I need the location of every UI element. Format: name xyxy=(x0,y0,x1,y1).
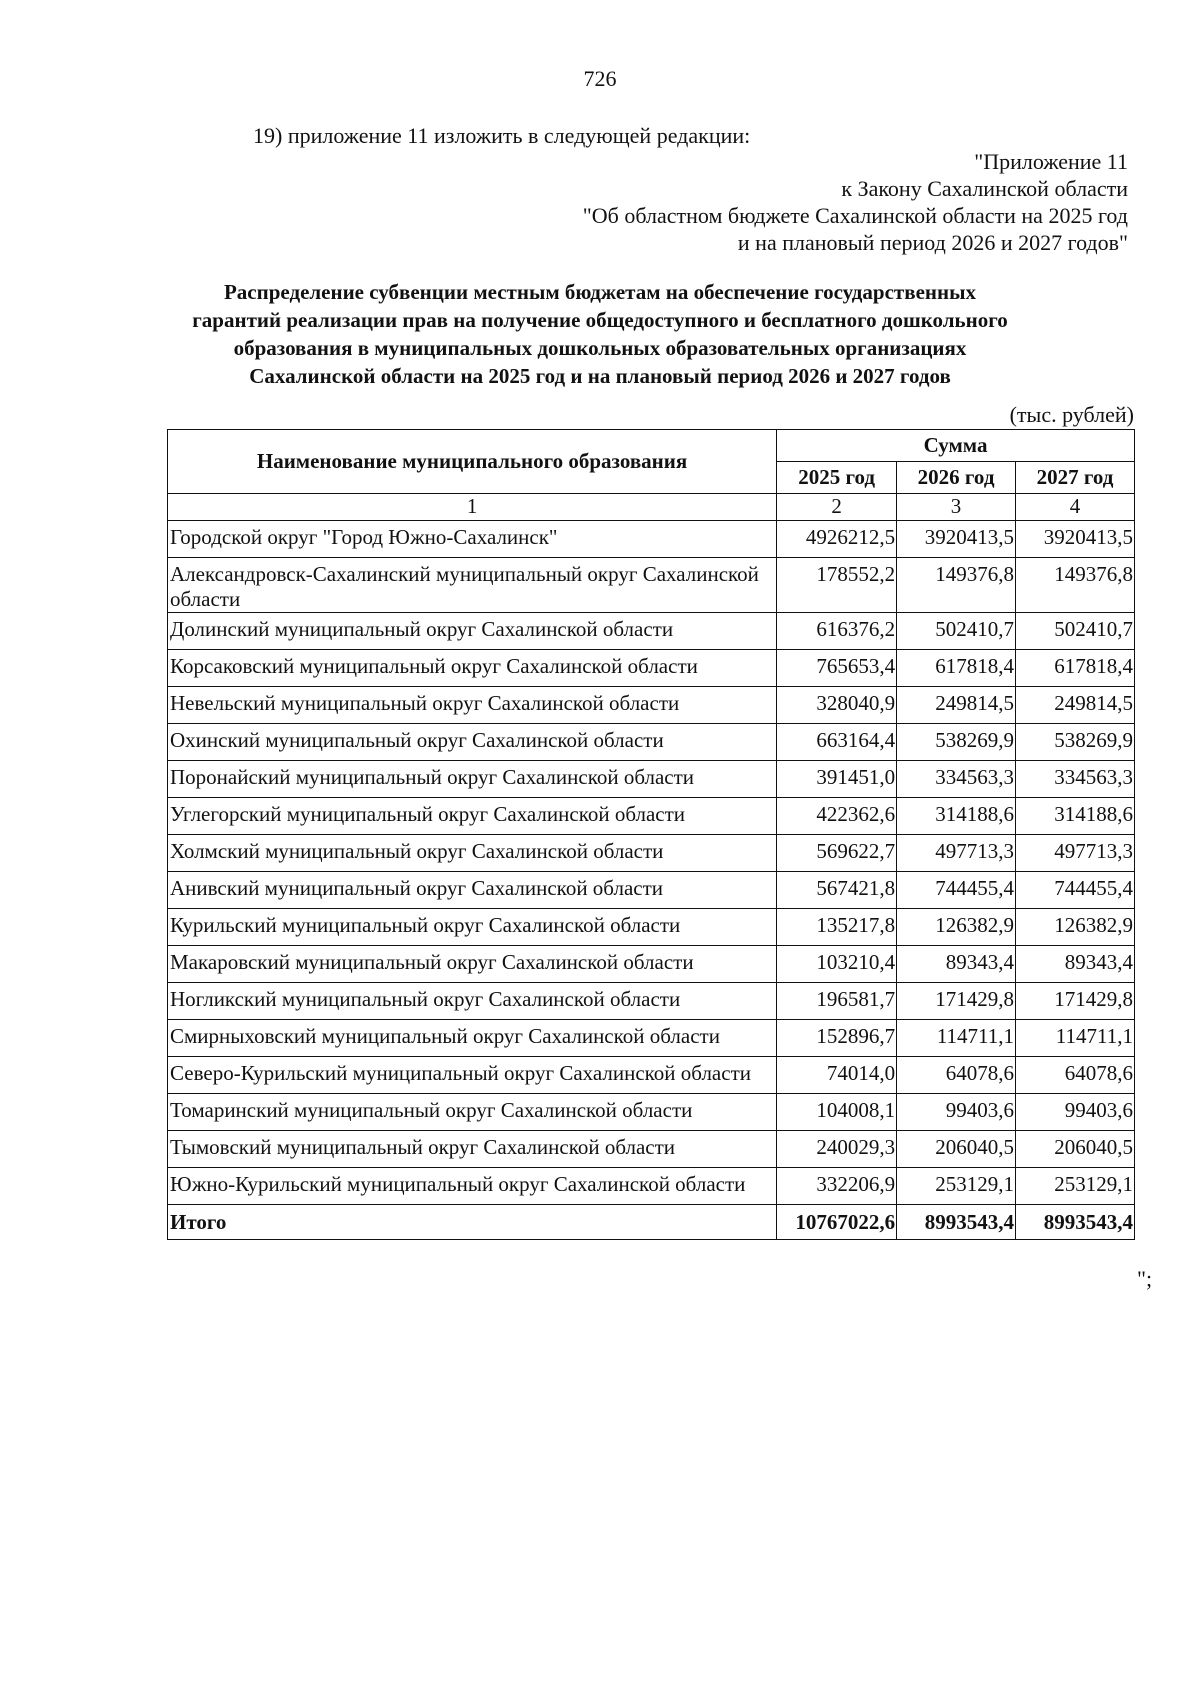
value-2025: 332206,9 xyxy=(777,1168,897,1205)
table-row xyxy=(168,724,1135,761)
value-2025: 569622,7 xyxy=(777,835,897,872)
table-row xyxy=(168,872,1135,909)
municipality-name: Тымовский муниципальный округ Сахалинской области xyxy=(168,1131,777,1168)
value-2026: 253129,1 xyxy=(897,1168,1016,1205)
appendix-line: к Закону Сахалинской области xyxy=(841,176,1128,201)
subvention-table xyxy=(167,429,1135,1240)
value-2027: 89343,4 xyxy=(1016,946,1135,983)
table-row xyxy=(168,1168,1135,1205)
value-2026: 3920413,5 xyxy=(897,521,1016,558)
table-row xyxy=(168,521,1135,558)
table-row xyxy=(168,946,1135,983)
value-2026: 497713,3 xyxy=(897,835,1016,872)
value-2027: 206040,5 xyxy=(1016,1131,1135,1168)
table-row xyxy=(168,761,1135,798)
document-title xyxy=(150,278,1050,390)
appendix-line: "Приложение 11 xyxy=(974,149,1128,174)
value-2027: 502410,7 xyxy=(1016,613,1135,650)
municipality-name: Южно-Курильский муниципальный округ Сахалинской области xyxy=(168,1168,777,1205)
value-2026: 334563,3 xyxy=(897,761,1016,798)
value-2026: 502410,7 xyxy=(897,613,1016,650)
value-2026: 249814,5 xyxy=(897,687,1016,724)
index-cell: 2 xyxy=(777,494,897,521)
table-row xyxy=(168,613,1135,650)
value-2027: 114711,1 xyxy=(1016,1020,1135,1057)
index-cell: 1 xyxy=(168,494,777,521)
table-row xyxy=(168,1020,1135,1057)
value-2025: 391451,0 xyxy=(777,761,897,798)
title-line: Распределение субвенции местным бюджетам на обеспечение государственных xyxy=(223,280,977,304)
table-row xyxy=(168,798,1135,835)
index-cell: 4 xyxy=(1016,494,1135,521)
value-2027: 538269,9 xyxy=(1016,724,1135,761)
municipality-name: Холмский муниципальный округ Сахалинской области xyxy=(168,835,777,872)
value-2027: 126382,9 xyxy=(1016,909,1135,946)
value-2027: 334563,3 xyxy=(1016,761,1135,798)
table-index-row xyxy=(168,494,1135,521)
value-2026: 744455,4 xyxy=(897,872,1016,909)
table-row xyxy=(168,983,1135,1020)
table-row xyxy=(168,687,1135,724)
value-2026: 149376,8 xyxy=(897,558,1016,613)
value-2025: 74014,0 xyxy=(777,1057,897,1094)
value-2027: 744455,4 xyxy=(1016,872,1135,909)
value-2025: 103210,4 xyxy=(777,946,897,983)
value-2026: 99403,6 xyxy=(897,1094,1016,1131)
index-cell: 3 xyxy=(897,494,1016,521)
municipality-name: Охинский муниципальный округ Сахалинской области xyxy=(168,724,777,761)
municipality-name: Городской округ "Город Южно-Сахалинск" xyxy=(168,521,777,558)
value-2027: 99403,6 xyxy=(1016,1094,1135,1131)
municipality-name: Долинский муниципальный округ Сахалинской области xyxy=(168,613,777,650)
table-row xyxy=(168,1057,1135,1094)
value-2025: 104008,1 xyxy=(777,1094,897,1131)
table-total-row xyxy=(168,1205,1135,1240)
value-2027: 253129,1 xyxy=(1016,1168,1135,1205)
value-2027: 314188,6 xyxy=(1016,798,1135,835)
value-2025: 616376,2 xyxy=(777,613,897,650)
value-2025: 135217,8 xyxy=(777,909,897,946)
value-2025: 765653,4 xyxy=(777,650,897,687)
total-2027: 8993543,4 xyxy=(1016,1205,1135,1240)
table-row xyxy=(168,650,1135,687)
municipality-name: Макаровский муниципальный округ Сахалинской области xyxy=(168,946,777,983)
value-2026: 89343,4 xyxy=(897,946,1016,983)
header-year-2026: 2026 год xyxy=(897,462,1016,494)
municipality-name: Поронайский муниципальный округ Сахалинской области xyxy=(168,761,777,798)
appendix-line: и на плановый период 2026 и 2027 годов" xyxy=(737,230,1128,255)
value-2026: 126382,9 xyxy=(897,909,1016,946)
value-2025: 422362,6 xyxy=(777,798,897,835)
table-row xyxy=(168,1131,1135,1168)
value-2027: 249814,5 xyxy=(1016,687,1135,724)
value-2027: 3920413,5 xyxy=(1016,521,1135,558)
municipality-name: Корсаковский муниципальный округ Сахалинской области xyxy=(168,650,777,687)
value-2026: 114711,1 xyxy=(897,1020,1016,1057)
table-row xyxy=(168,909,1135,946)
value-2026: 538269,9 xyxy=(897,724,1016,761)
table-row xyxy=(168,835,1135,872)
header-year-2027: 2027 год xyxy=(1016,462,1135,494)
appendix-reference xyxy=(583,148,1128,256)
municipality-name: Курильский муниципальный округ Сахалинской области xyxy=(168,909,777,946)
header-sum: Сумма xyxy=(777,430,1135,462)
value-2026: 171429,8 xyxy=(897,983,1016,1020)
value-2025: 152896,7 xyxy=(777,1020,897,1057)
appendix-line: "Об областном бюджете Сахалинской области на 2025 год xyxy=(582,203,1128,228)
units-label: (тыс. рублей) xyxy=(1009,402,1134,427)
municipality-name: Анивский муниципальный округ Сахалинской области xyxy=(168,872,777,909)
value-2025: 196581,7 xyxy=(777,983,897,1020)
value-2025: 567421,8 xyxy=(777,872,897,909)
table-body xyxy=(168,521,1135,1205)
value-2025: 663164,4 xyxy=(777,724,897,761)
total-2026: 8993543,4 xyxy=(897,1205,1016,1240)
municipality-name: Углегорский муниципальный округ Сахалинской области xyxy=(168,798,777,835)
title-line: Сахалинской области на 2025 год и на плановый период 2026 и 2027 годов xyxy=(249,364,951,388)
value-2026: 206040,5 xyxy=(897,1131,1016,1168)
table-header-row xyxy=(168,430,1135,462)
value-2025: 240029,3 xyxy=(777,1131,897,1168)
page-number: 726 xyxy=(583,66,617,91)
closing-quote: "; xyxy=(1137,1266,1153,1291)
value-2027: 64078,6 xyxy=(1016,1057,1135,1094)
table-row xyxy=(168,558,1135,613)
value-2025: 4926212,5 xyxy=(777,521,897,558)
table-row xyxy=(168,1094,1135,1131)
title-line: образования в муниципальных дошкольных образовательных организациях xyxy=(233,336,967,360)
value-2027: 149376,8 xyxy=(1016,558,1135,613)
value-2026: 314188,6 xyxy=(897,798,1016,835)
value-2027: 497713,3 xyxy=(1016,835,1135,872)
value-2025: 328040,9 xyxy=(777,687,897,724)
value-2027: 171429,8 xyxy=(1016,983,1135,1020)
intro-text: 19) приложение 11 изложить в следующей редакции: xyxy=(253,123,751,148)
total-2025: 10767022,6 xyxy=(777,1205,897,1240)
municipality-name: Невельский муниципальный округ Сахалинской области xyxy=(168,687,777,724)
value-2026: 617818,4 xyxy=(897,650,1016,687)
municipality-name: Смирныховский муниципальный округ Сахалинской области xyxy=(168,1020,777,1057)
total-label: Итого xyxy=(168,1205,777,1240)
header-year-2025: 2025 год xyxy=(777,462,897,494)
municipality-name: Александровск-Сахалинский муниципальный округ Сахалинской области xyxy=(168,558,777,613)
municipality-name: Северо-Курильский муниципальный округ Сахалинской области xyxy=(168,1057,777,1094)
municipality-name: Томаринский муниципальный округ Сахалинской области xyxy=(168,1094,777,1131)
value-2026: 64078,6 xyxy=(897,1057,1016,1094)
municipality-name: Ногликский муниципальный округ Сахалинской области xyxy=(168,983,777,1020)
title-line: гарантий реализации прав на получение общедоступного и бесплатного дошкольного xyxy=(192,308,1008,332)
value-2027: 617818,4 xyxy=(1016,650,1135,687)
header-municipality: Наименование муниципального образования xyxy=(168,430,777,494)
value-2025: 178552,2 xyxy=(777,558,897,613)
